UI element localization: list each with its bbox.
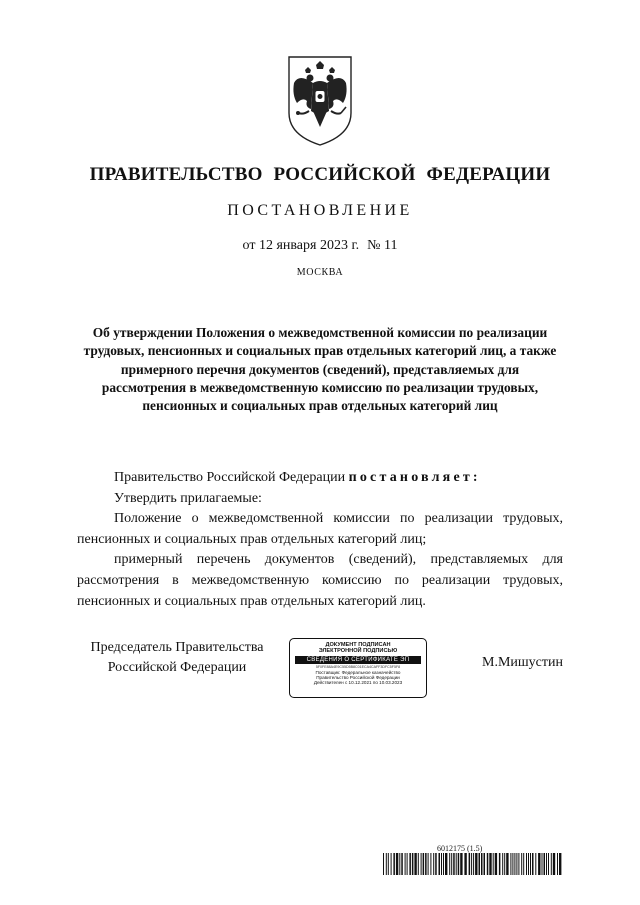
decree-date: от 12 января 2023 г. xyxy=(242,238,360,253)
decree-title: Об утверждении Положения о межведомственной комиссии по реализации трудовых, пенсионных и социальных прав отдельных категорий лиц, а также примерного перечня документов (сведений), представляемых для рассмотрения в межведомственную комиссию по реализации трудовых, пенсионных и социальных прав отдельных категорий лиц xyxy=(83,325,557,414)
certificate-serial: 5F0FE88A4E9C55D5B8C01ECA4CAFF3DFC5F5F8 xyxy=(315,664,401,669)
decree-intro: Правительство Российской Федерации постановляет: xyxy=(114,470,481,485)
decree-number: № 11 xyxy=(367,238,398,253)
government-title: ПРАВИТЕЛЬСТВО РОССИЙСКОЙ ФЕДЕРАЦИИ xyxy=(89,164,551,185)
decree-word: постановляет: xyxy=(348,470,481,485)
approved-item-2: примерный перечень документов (сведений), представляемых для рассмотрения в межведомственную комиссию по реализации трудовых, пенсионных и социальных прав отдельных категорий лиц. xyxy=(77,552,563,609)
coat-of-arms-icon xyxy=(283,55,357,147)
electronic-signature-stamp: ДОКУМЕНТ ПОДПИСАН ЭЛЕКТРОННОЙ ПОДПИСЬЮ СВЕДЕНИЯ О СЕРТИФИКАТЕ ЭП 5F0FE88A4E9C55D5B8C01ECA4CAFF3DFC5F5F8 Поставщик: Федеральное казначейство Правительство Российской Федерации Действителен с 10.12.2021 по 10.03.2023 xyxy=(289,638,427,698)
city: МОСКВА xyxy=(296,267,344,278)
approved-item-1: Положение о межведомственной комиссии по реализации трудовых, пенсионных и социальных прав отдельных категорий лиц; xyxy=(77,511,563,547)
approve-line: Утвердить прилагаемые: xyxy=(114,490,262,506)
signer-position: Председатель Правительства Российской Федерации xyxy=(90,640,264,675)
certificate-validity: Действителен с 10.12.2021 по 10.03.2023 xyxy=(313,680,403,686)
certificate-header: СВЕДЕНИЯ О СЕРТИФИКАТЕ ЭП xyxy=(295,656,421,664)
barcode-icon xyxy=(383,853,563,875)
signer-name: М.Мишустин xyxy=(482,655,563,670)
date-number-line xyxy=(0,238,640,254)
document-type: ПОСТАНОВЛЕНИЕ xyxy=(227,202,413,219)
decree-body xyxy=(77,468,563,612)
barcode-number: 6012175 (1.5) xyxy=(437,844,483,853)
